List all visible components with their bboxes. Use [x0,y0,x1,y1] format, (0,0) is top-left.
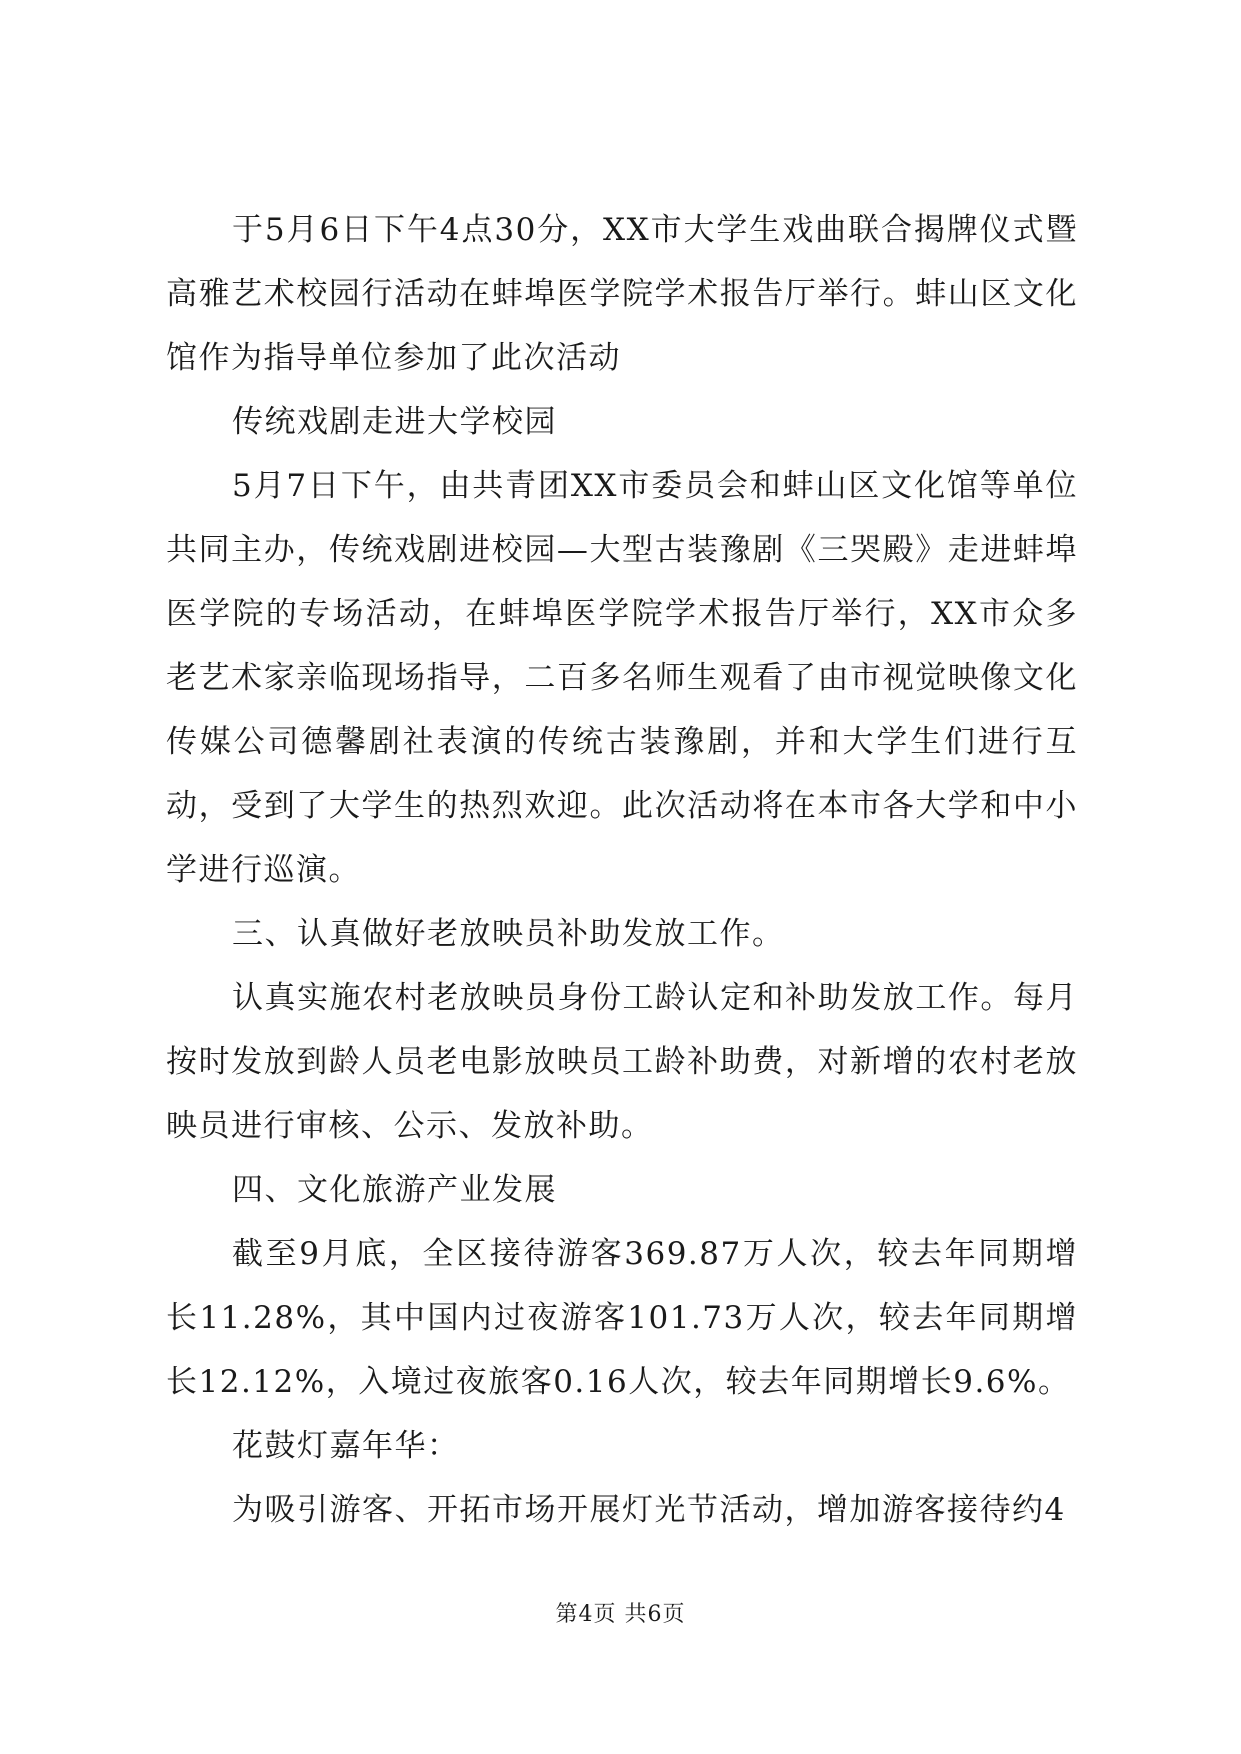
paragraph-event-may6: 于5月6日下午4点30分，XX市大学生戏曲联合揭牌仪式暨高雅艺术校园行活动在蚌埠医学院学术报告厅举行。蚌山区文化馆作为指导单位参加了此次活动 [166,212,1078,376]
paragraph-light-festival: 为吸引游客、开拓市场开展灯光节活动，增加游客接待约4 [232,1492,1066,1528]
subheading-traditional-drama: 传统戏剧走进大学校园 [232,404,557,440]
paragraph-event-may7: 5月7日下午，由共青团XX市委员会和蚌山区文化馆等单位共同主办，传统戏剧进校园—大型古装豫剧《三哭殿》走进蚌埠医学院的专场活动，在蚌埠医学院学术报告厅举行，XX市众多老艺术家亲临现场指导，二百多名师生观看了由市视觉映像文化传媒公司德馨剧社表演的传统古装豫剧，并和大学生们进行互动，受到了大学生的热烈欢迎。此次活动将在本市各大学和中小学进行巡演。 [166,468,1078,888]
document-body [166,198,1078,1542]
subheading-carnival: 花鼓灯嘉年华： [232,1428,460,1464]
section-heading-three: 三、认真做好老放映员补助发放工作。 [232,916,785,952]
section-heading-four: 四、文化旅游产业发展 [232,1172,557,1208]
paragraph-tourism-stats: 截至9月底，全区接待游客369.87万人次，较去年同期增长11.28%，其中国内过夜游客101.73万人次，较去年同期增长12.12%，入境过夜旅客0.16人次，较去年同期增长9.6%。 [166,1236,1078,1400]
paragraph-projectionist-subsidy: 认真实施农村老放映员身份工龄认定和补助发放工作。每月按时发放到龄人员老电影放映员工龄补助费，对新增的农村老放映员进行审核、公示、发放补助。 [166,980,1078,1144]
page-number-footer: 第4页 共6页 [555,1602,686,1627]
